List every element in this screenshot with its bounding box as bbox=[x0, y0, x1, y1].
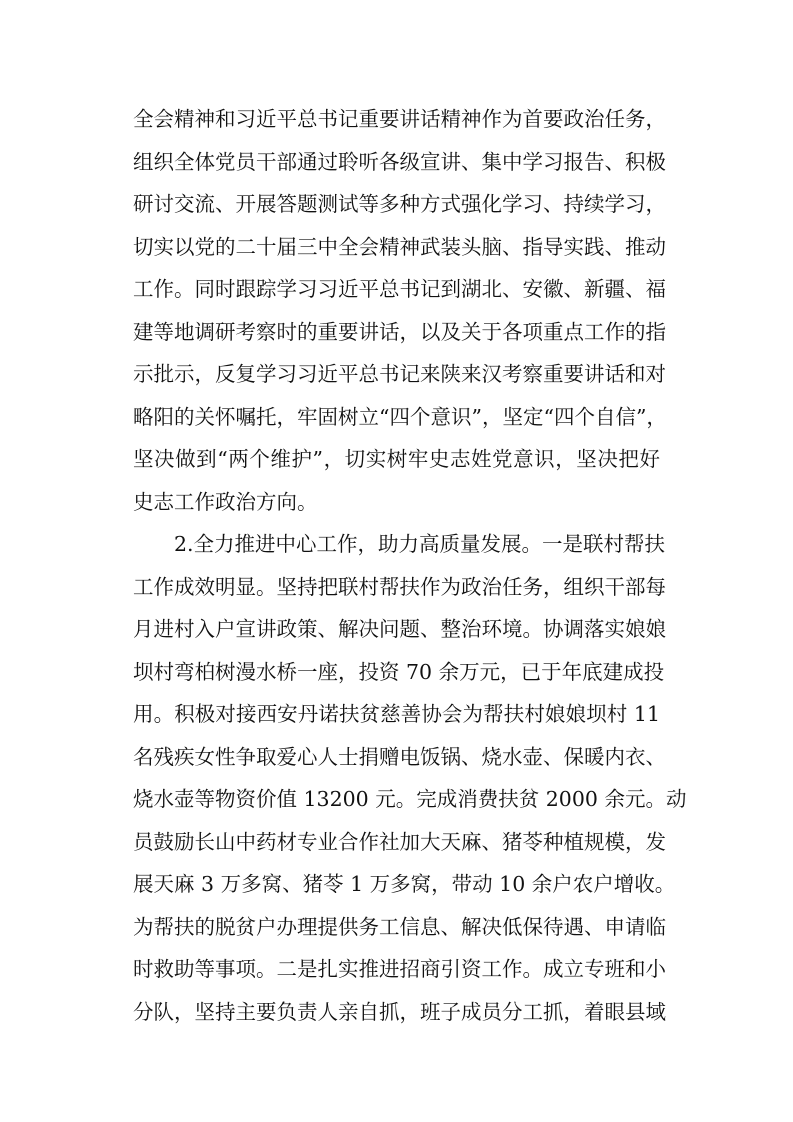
text-line: 全会精神和习近平总书记重要讲话精神作为首要政治任务， bbox=[133, 107, 666, 131]
text-line: 建等地调研考察时的重要讲话，以及关于各项重点工作的指 bbox=[133, 319, 666, 344]
text-line: 坝村弯柏树漫水桥一座，投资 70 余万元，已于年底建成投 bbox=[133, 659, 665, 684]
text-line: 月进村入户宣讲政策、解决问题、整治环境。协调落实娘娘 bbox=[133, 617, 666, 641]
text-line: 组织全体党员干部通过聆听各级宣讲、集中学习报告、积极 bbox=[133, 149, 666, 174]
text-line: 示批示，反复学习习近平总书记来陕来汉考察重要讲话和对 bbox=[133, 362, 666, 386]
text-line: 研讨交流、开展答题测试等多种方式强化学习、持续学习， bbox=[133, 192, 666, 216]
text-line: 员鼓励长山中药材专业合作社加大天麻、猪苓种植规模，发 bbox=[133, 829, 666, 854]
text-line: 工作成效明显。坚持把联村帮扶作为政治任务，组织干部每 bbox=[133, 574, 666, 599]
text-line: 分队，坚持主要负责人亲自抓，班子成员分工抓，着眼县域 bbox=[133, 999, 666, 1024]
text-line: 时救助等事项。二是扎实推进招商引资工作。成立专班和小 bbox=[133, 957, 666, 981]
text-line: 用。积极对接西安丹诺扶贫慈善协会为帮扶村娘娘坝村 11 bbox=[133, 702, 660, 726]
text-line: 为帮扶的脱贫户办理提供务工信息、解决低保待遇、申请临 bbox=[133, 914, 666, 939]
text-line: 坚决做到“两个维护”，切实树牢史志姓党意识，坚决把好 bbox=[133, 447, 660, 471]
paragraph-end-line: 史志工作政治方向。 bbox=[133, 489, 318, 514]
paragraph-start-line: 2.全力推进中心工作，助力高质量发展。一是联村帮扶 bbox=[174, 532, 666, 556]
text-line: 名残疾女性争取爱心人士捐赠电饭锅、烧水壶、保暖内衣、 bbox=[133, 744, 666, 769]
text-line: 略阳的关怀嘱托，牢固树立“四个意识”，坚定“四个自信”， bbox=[133, 404, 667, 429]
text-line: 烧水壶等物资价值 13200 元。完成消费扶贫 2000 余元。动 bbox=[133, 787, 687, 811]
text-line: 工作。同时跟踪学习习近平总书记到湖北、安徽、新疆、福 bbox=[133, 277, 666, 301]
text-line: 展天麻 3 万多窝、猪苓 1 万多窝，带动 10 余户农户增收。 bbox=[133, 872, 676, 896]
body-text bbox=[133, 98, 687, 1033]
text-line: 切实以党的二十届三中全会精神武装头脑、指导实践、推动 bbox=[133, 234, 666, 259]
